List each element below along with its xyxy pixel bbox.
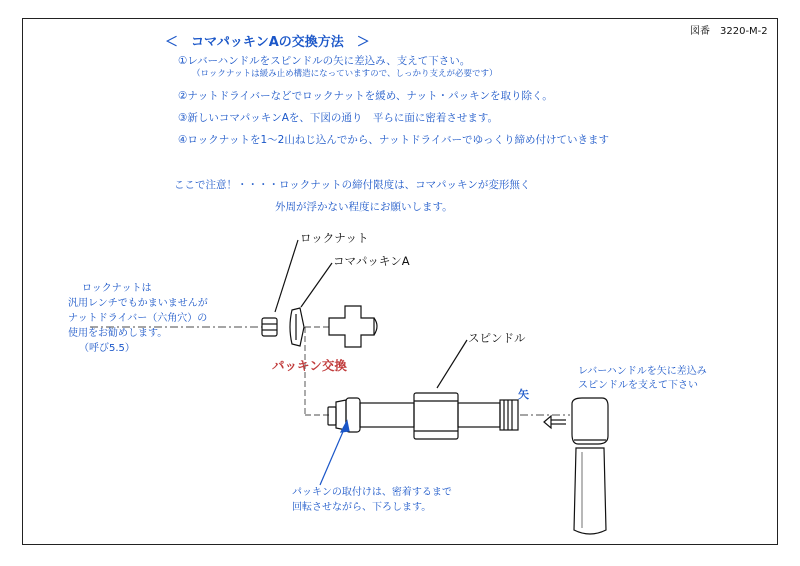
caution-line-2: 外周が浮かない程度にお願いします。: [275, 201, 453, 213]
wrench-note-line: （呼び5.5）: [79, 343, 135, 354]
handle-note-line: レバーハンドルを矢に差込み: [578, 366, 707, 377]
packing-replace-label: パッキン交換: [272, 358, 347, 373]
lever-handle-part: [572, 398, 608, 534]
locknut-label: ロックナット: [300, 231, 369, 245]
install-pointer-icon: [320, 421, 349, 485]
step-1-note: （ロックナットは緩み止め構造になっていますので、しっかり支えが必要です）: [192, 69, 498, 79]
step-1: ①レバーハンドルをスピンドルの矢に差込み、支えて下さい。: [178, 55, 471, 67]
wrench-note-line: 使用をお勧めします。: [68, 328, 168, 339]
wrench-note-line: ロックナットは: [82, 283, 152, 294]
packing-label: コマパッキンA: [333, 254, 410, 268]
spindle-stub-part: [329, 306, 377, 347]
drawing-number: 図番 3220-M-2: [690, 26, 768, 37]
step-3: ③新しいコマパッキンAを、下図の通り 平らに面に密着させます。: [178, 112, 499, 124]
arrow-mark-label: 矢: [518, 388, 529, 401]
wrench-note-line: ナットドライバー（六角穴）の: [68, 313, 208, 324]
wrench-note-line: 汎用レンチでもかまいませんが: [68, 298, 208, 309]
packing-part: [290, 308, 304, 346]
locknut-part: [262, 318, 277, 336]
handle-note-line: スピンドルを支えて下さい: [578, 380, 698, 391]
locknut-leader-line: [275, 240, 298, 312]
spindle-assembly: [328, 393, 518, 439]
packing-leader-line: [301, 263, 332, 307]
insert-arrow-icon: [544, 416, 566, 428]
install-note-line: パッキンの取付けは、密着するまで: [292, 487, 452, 498]
install-note-line: 回転させながら、下ろします。: [292, 502, 432, 513]
spindle-label: スピンドル: [468, 331, 526, 345]
step-2: ②ナットドライバーなどでロックナットを緩め、ナット・パッキンを取り除く。: [178, 90, 553, 102]
page-title: ＜ コマパッキンAの交換方法 ＞: [165, 35, 370, 50]
step-4: ④ロックナットを1～2山ねじ込んでから、ナットドライバーでゆっくり締め付けていきます: [178, 134, 610, 146]
spindle-leader-line: [437, 340, 467, 388]
caution-line-1: ここで注意！・・・・ロックナットの締付限度は、コマパッキンが変形無く: [174, 179, 531, 191]
